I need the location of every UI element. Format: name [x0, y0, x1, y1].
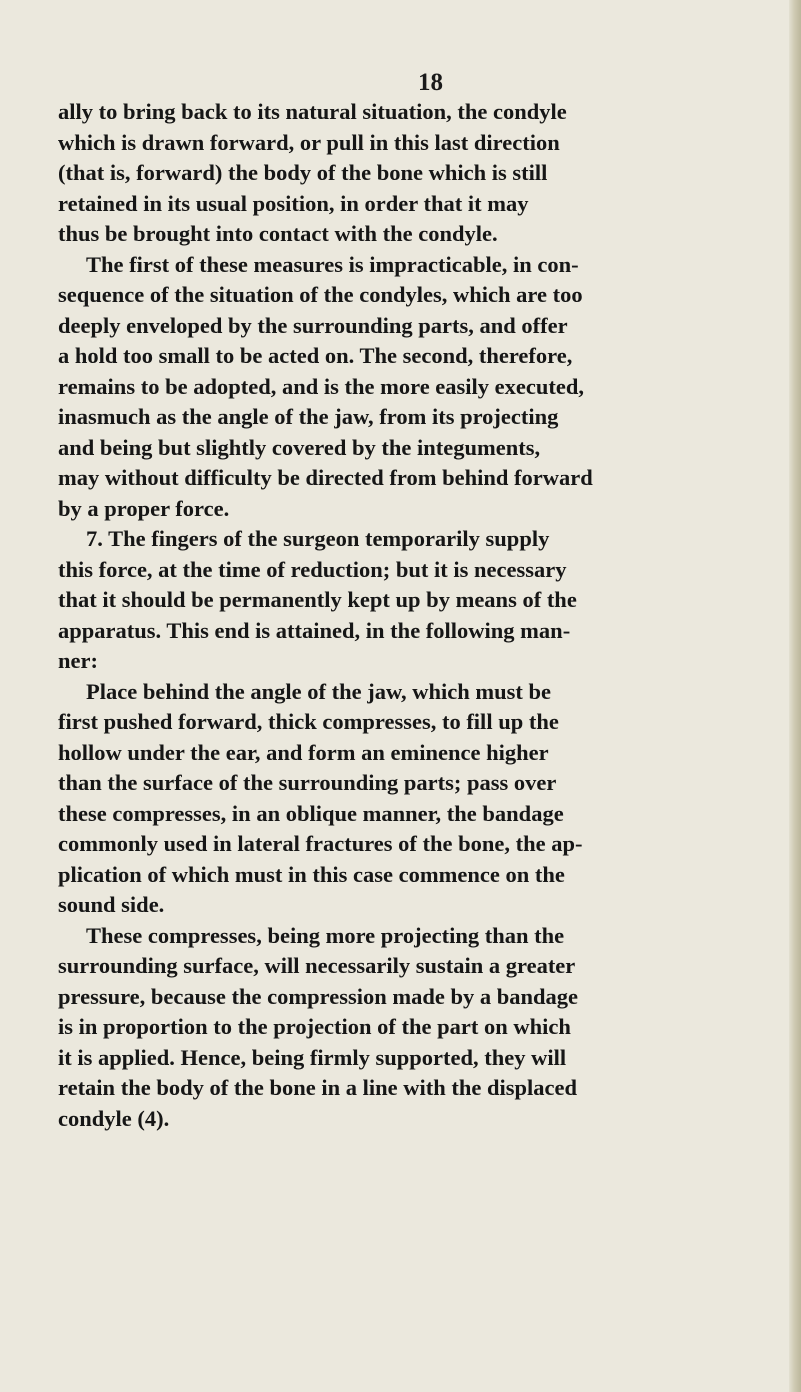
text-line: condyle (4). [58, 1105, 170, 1131]
text-line: remains to be adopted, and is the more easily executed, [58, 373, 585, 399]
text-line: The first of these measures is impracticable, in con- [86, 251, 579, 277]
text-line: pressure, because the compression made by a bandage [58, 983, 579, 1009]
text-line: that it should be permanently kept up by means of the [58, 587, 577, 612]
text-line: commonly used in lateral fractures of the bone, the ap- [58, 831, 583, 856]
text-line: ner: [58, 648, 98, 673]
text-line: sound side. [58, 892, 165, 917]
text-line: hollow under the ear, and form an eminence higher [58, 739, 549, 765]
text-line: is in proportion to the projection of the part on which [58, 1014, 571, 1039]
text-line: sequence of the situation of the condyles, which are too [58, 282, 583, 307]
text-line: deeply enveloped by the surrounding parts, and offer [58, 312, 568, 338]
text-line: retain the body of the bone in a line with the displaced [58, 1075, 578, 1100]
text-line: (that is, forward) the body of the bone which is still [58, 160, 548, 185]
text-line: these compresses, in an oblique manner, the bandage [58, 800, 564, 826]
text-line: surrounding surface, will necessarily sustain a greater [58, 953, 576, 978]
text-line: retained in its usual position, in order that it may [58, 190, 529, 216]
text-line: than the surface of the surrounding parts; pass over [58, 770, 557, 795]
text-line: thus be brought into contact with the condyle. [58, 221, 498, 246]
body-text [58, 97, 738, 1134]
text-line: These compresses, being more projecting than the [86, 922, 565, 948]
text-line: plication of which must in this case commence on the [58, 861, 565, 887]
text-line: this force, at the time of reduction; but it is necessary [58, 556, 567, 582]
text-line: apparatus. This end is attained, in the following man- [58, 617, 571, 643]
text-line: ally to bring back to its natural situation, the condyle [58, 99, 567, 124]
page-edge [789, 0, 801, 1392]
text-line: 7. The fingers of the surgeon temporarily supply [86, 526, 550, 551]
text-line: and being but slightly covered by the integuments, [58, 434, 541, 460]
text-line: Place behind the angle of the jaw, which must be [86, 678, 552, 704]
page-number: 18 [418, 69, 443, 96]
text-line: it is applied. Hence, being firmly supported, they will [58, 1044, 567, 1070]
text-line: a hold too small to be acted on. The second, therefore, [58, 343, 573, 368]
text-line: first pushed forward, thick compresses, to fill up the [58, 709, 559, 734]
text-line: inasmuch as the angle of the jaw, from its projecting [58, 404, 559, 429]
text-line: which is drawn forward, or pull in this last direction [58, 129, 560, 155]
text-line: may without difficulty be directed from behind forward [58, 465, 593, 490]
text-line: by a proper force. [58, 495, 230, 521]
